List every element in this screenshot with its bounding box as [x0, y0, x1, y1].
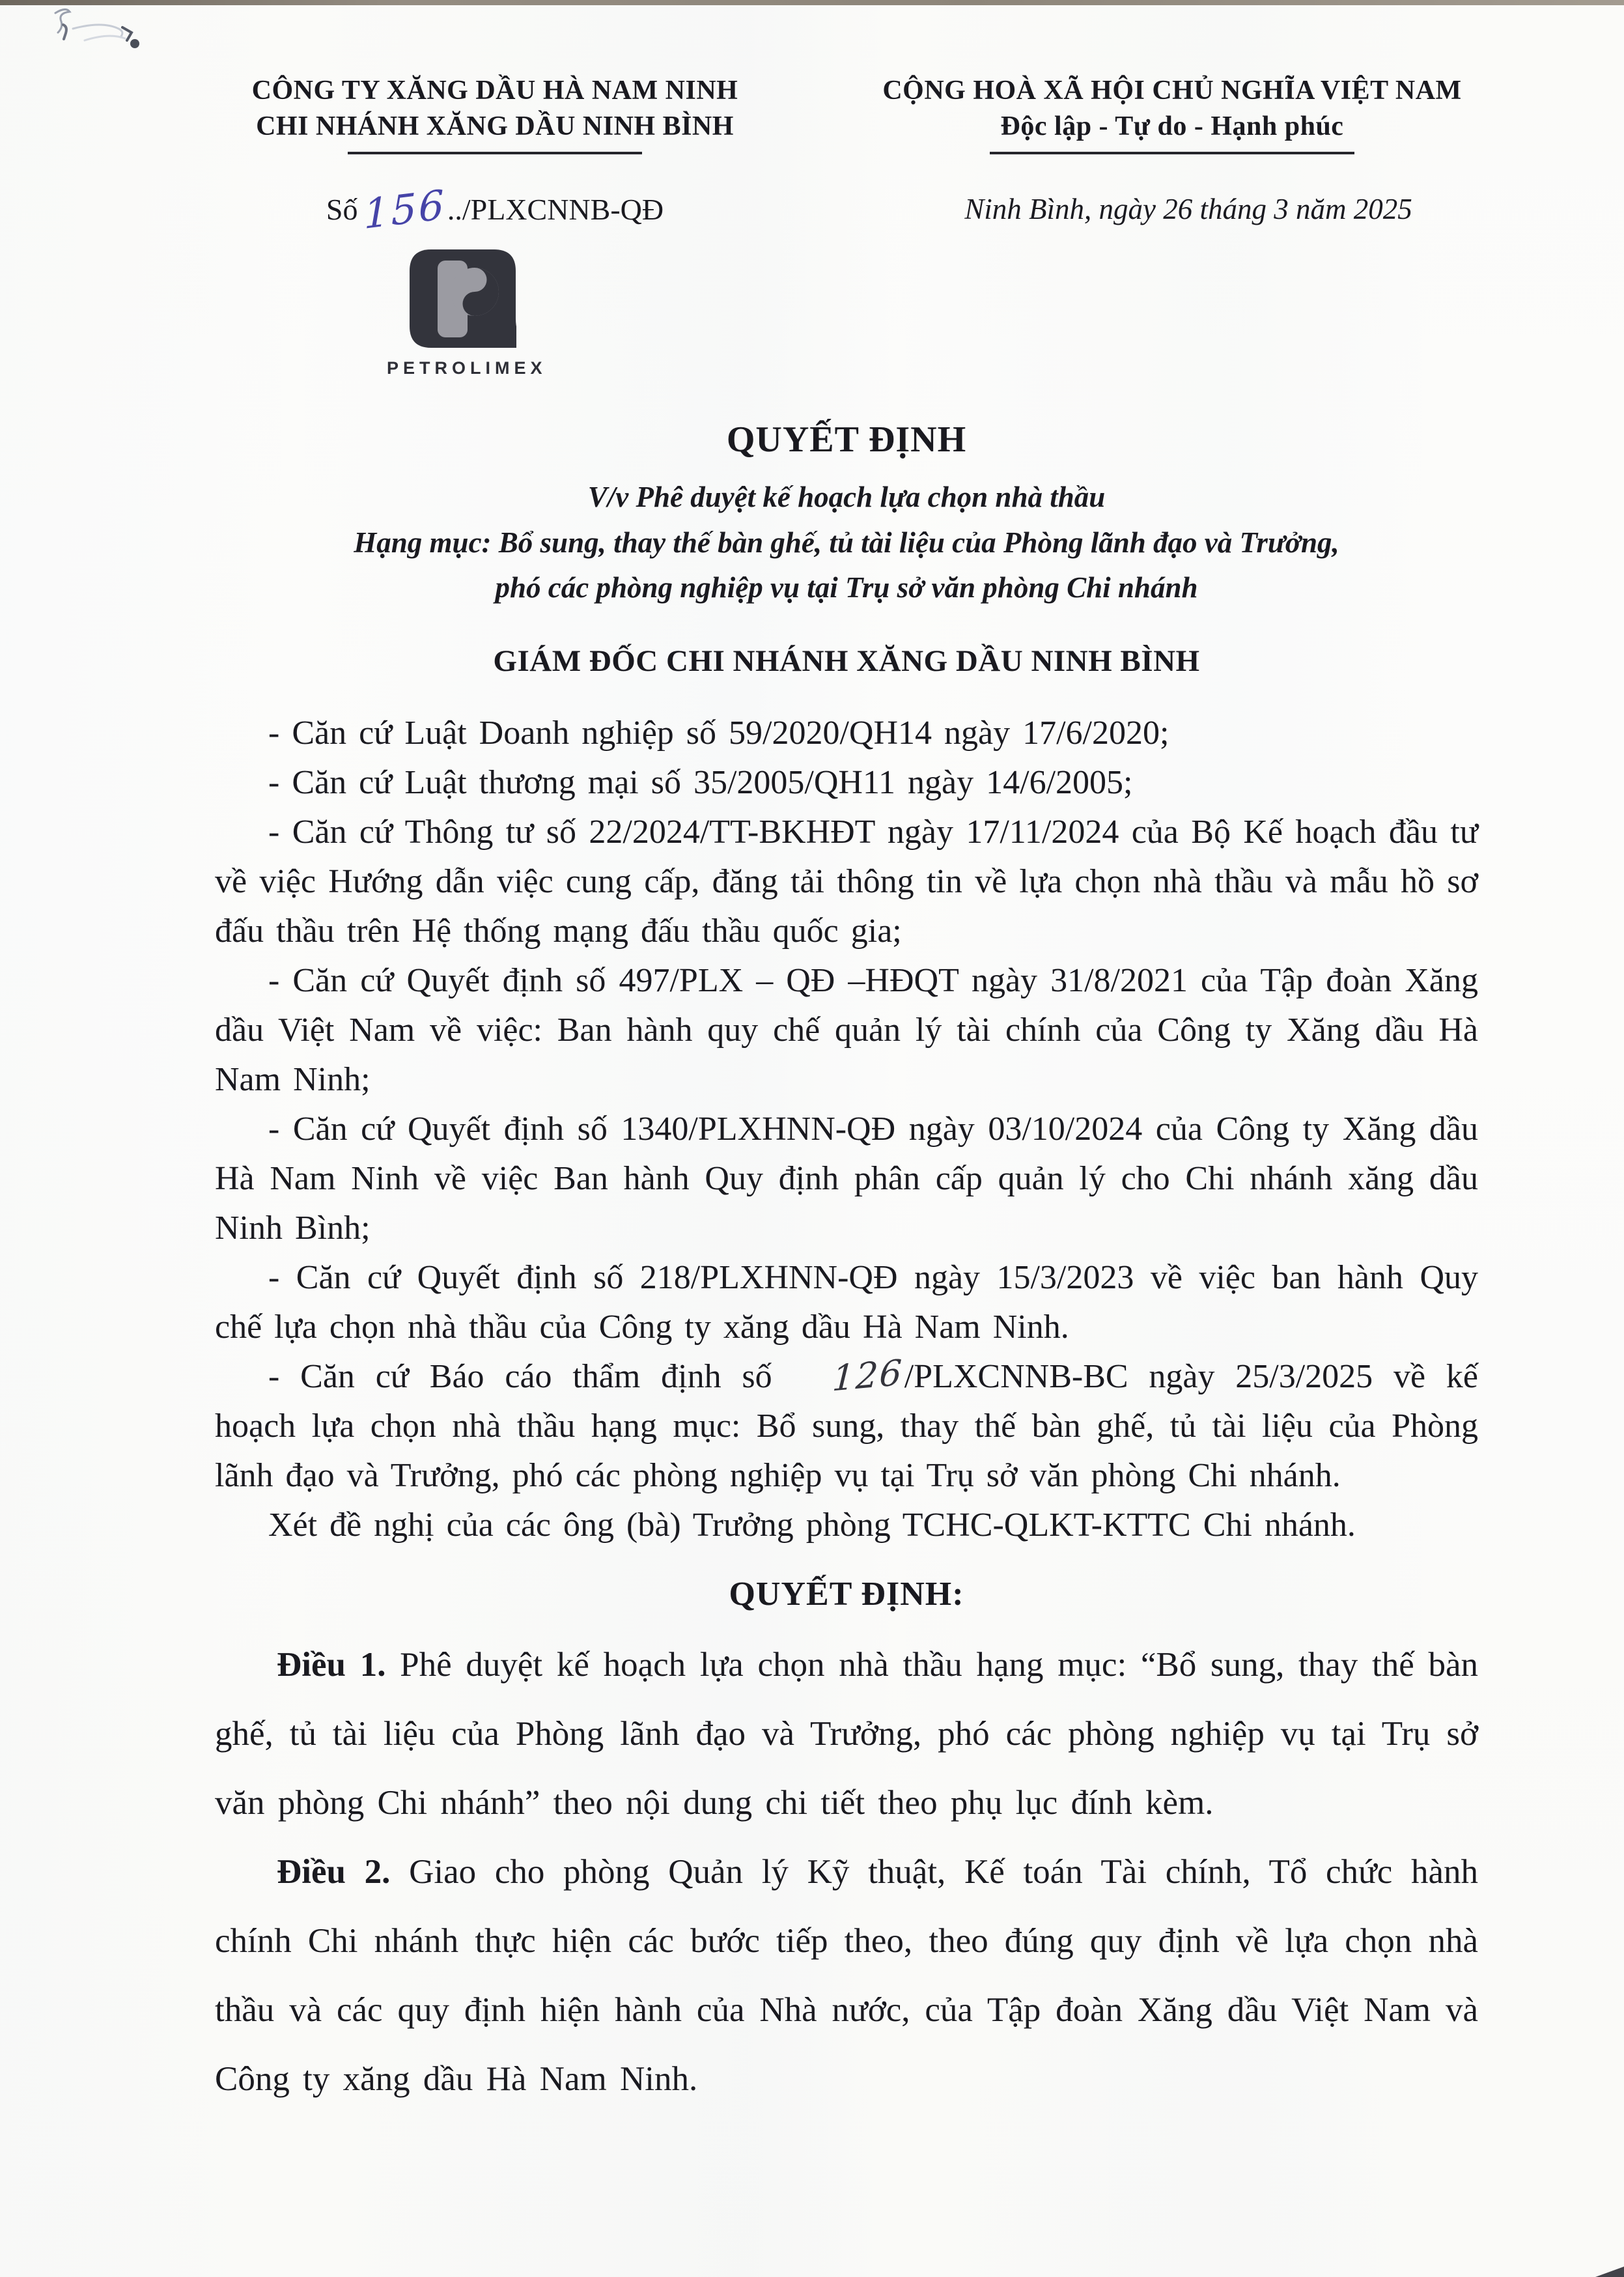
article-2: [215, 1837, 1478, 2114]
article-1-label: Điều 1.: [277, 1646, 386, 1684]
article-2-text: Giao cho phòng Quản lý Kỹ thuật, Kế toán Tài chính, Tổ chức hành chính Chi nhánh thực hiện các bước tiếp theo, theo đúng quy định về lựa chọn nhà thầu và các quy định hiện hành của Nhà nước, của Tập đoàn Xăng dầu Việt Nam và Công ty xăng dầu Hà Nam Ninh.: [215, 1853, 1479, 2099]
recitals-section: [215, 709, 1478, 1550]
doc-number-suffix: ../PLXCNNB-QĐ: [447, 192, 664, 226]
document-item-line2: phó các phòng nghiệp vụ tại Trụ sở văn phòng Chi nhánh: [495, 571, 1198, 604]
recital-decision-218: - Căn cứ Quyết định số 218/PLXHNN-QĐ ngày 15/3/2023 về việc ban hành Quy chế lựa chọn nhà thầu của Công ty xăng dầu Hà Nam Ninh.: [215, 1259, 1478, 1346]
petrolimex-logo-icon: [409, 249, 516, 348]
document-number: [215, 180, 775, 238]
recital-law-enterprise: - Căn cứ Luật Doanh nghiệp số 59/2020/QH14 ngày 17/6/2020;: [268, 714, 1169, 752]
national-name-line: CỘNG HOÀ XÃ HỘI CHỦ NGHĨA VIỆT NAM: [882, 76, 1462, 106]
national-motto-block: [866, 73, 1478, 154]
scan-corner-artifact: [1595, 2267, 1624, 2277]
letterhead: [215, 0, 1478, 154]
doc-number-prefix: Số: [326, 192, 358, 226]
org-name-line1: CÔNG TY XĂNG DẦU HÀ NAM NINH: [251, 76, 738, 106]
document-title: QUYẾT ĐỊNH: [726, 419, 967, 460]
recital-decision-1340: - Căn cứ Quyết định số 1340/PLXHNN-QĐ ngày 03/10/2024 của Công ty Xăng dầu Hà Nam Ninh về việc Ban hành Quy định phân cấp quản lý cho Chi nhánh xăng dầu Ninh Bình;: [215, 1110, 1478, 1247]
motto-underline: [990, 152, 1354, 154]
appraisal-suffix: /PLXCNNB-BC ngày 25/3/2025 về kế hoạch lựa chọn nhà thầu hạng mục: Bổ sung, thay thế bàn ghế, tủ tài liệu của Phòng lãnh đạo và Trưởng, phó các phòng nghiệp vụ tại Trụ sở văn phòng Chi nhánh.: [215, 1358, 1478, 1495]
issuing-authority: GIÁM ĐỐC CHI NHÁNH XĂNG DẦU NINH BÌNH: [493, 644, 1200, 679]
decision-heading: QUYẾT ĐỊNH:: [729, 1576, 964, 1613]
document-item-line1: Hạng mục: Bổ sung, thay thế bàn ghế, tủ tài liệu của Phòng lãnh đạo và Trưởng,: [354, 526, 1339, 559]
recital-decision-497: - Căn cứ Quyết định số 497/PLX – QĐ –HĐQT ngày 31/8/2021 của Tập đoàn Xăng dầu Việt Nam về việc: Ban hành quy chế quản lý tài chính của Công ty Xăng dầu Hà Nam Ninh;: [215, 962, 1478, 1099]
document-content: [215, 0, 1478, 2114]
recital-circular-22-2024: - Căn cứ Thông tư số 22/2024/TT-BKHĐT ngày 17/11/2024 của Bộ Kế hoạch đầu tư về việc Hướng dẫn việc cung cấp, đăng tải thông tin về lựa chọn nhà thầu và mẫu hồ sơ đấu thầu trên Hệ thống mạng đấu thầu quốc gia;: [215, 813, 1478, 950]
petrolimex-wordmark: PETROLIMEX: [387, 358, 547, 378]
appraisal-prefix: - Căn cứ Báo cáo thẩm định số: [268, 1358, 772, 1396]
org-underline: [348, 152, 642, 154]
org-name-line2: CHI NHÁNH XĂNG DẦU NINH BÌNH: [256, 111, 734, 142]
article-2-label: Điều 2.: [277, 1853, 391, 1891]
place-and-date: Ninh Bình, ngày 26 tháng 3 năm 2025: [964, 192, 1412, 225]
article-1-text: Phê duyệt kế hoạch lựa chọn nhà thầu hạng mục: “Bổ sung, thay thế bàn ghế, tủ tài liệu của Phòng lãnh đạo và Trưởng, phó các phòng nghiệp vụ tại Trụ sở văn phòng Chi nhánh” theo nội dung chi tiết theo phụ lục đính kèm.: [215, 1646, 1478, 1822]
petrolimex-logo-block: [387, 249, 578, 378]
article-1: [215, 1630, 1478, 1837]
handwritten-report-number: 126: [831, 1351, 904, 1400]
national-motto-line: Độc lập - Tự do - Hạnh phúc: [1000, 111, 1344, 142]
recital-appraisal-report: [215, 1352, 1478, 1501]
recital-proposal: Xét đề nghị của các ông (bà) Trưởng phòng TCHC-QLKT-KTTC Chi nhánh.: [268, 1506, 1356, 1544]
issuing-org-block: [215, 73, 775, 154]
doc-meta-row: [215, 180, 1478, 238]
handwritten-doc-number: 156: [363, 180, 447, 238]
pencil-annotation-marks: [20, 3, 169, 55]
articles-section: [215, 1630, 1478, 2114]
document-subject: V/v Phê duyệt kế hoạch lựa chọn nhà thầu: [587, 480, 1106, 513]
recital-law-commerce: - Căn cứ Luật thương mại số 35/2005/QH11 ngày 14/6/2005;: [268, 764, 1133, 802]
